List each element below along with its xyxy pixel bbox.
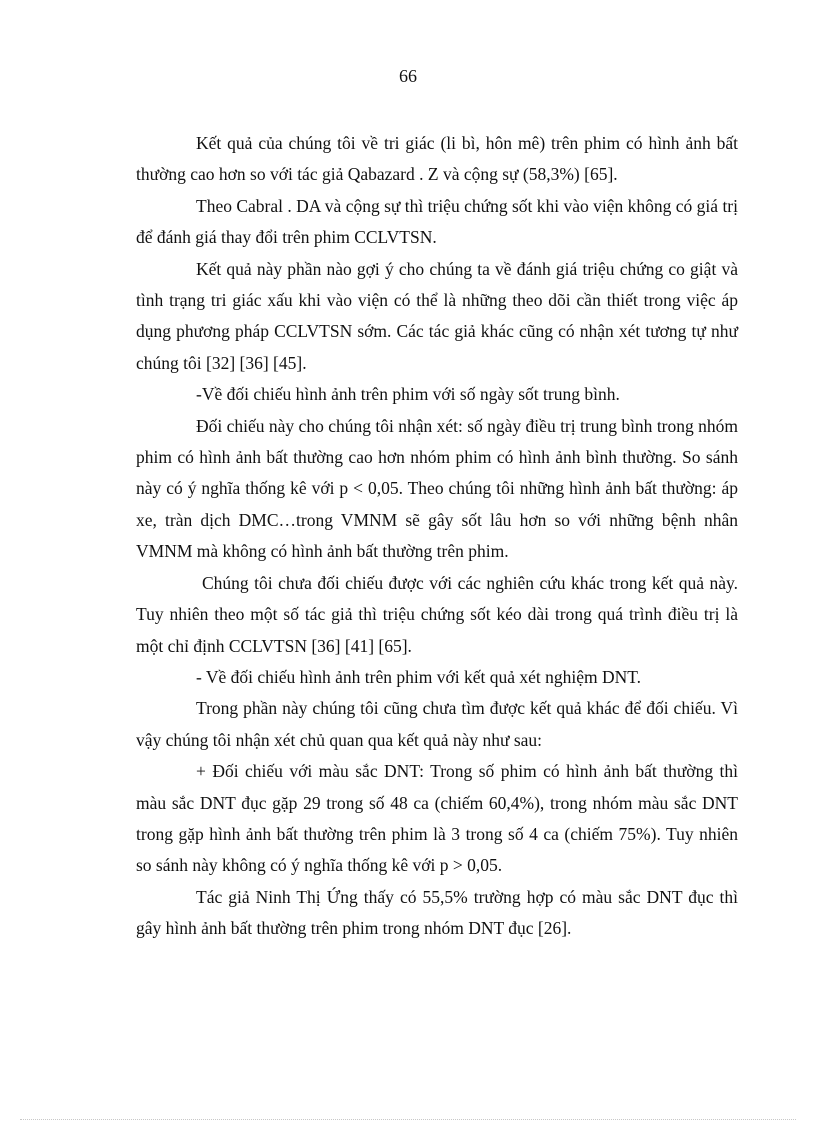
paragraph-treatment-days: Đối chiếu này cho chúng tôi nhận xét: số ngày điều trị trung bình trong nhóm phim có hình ảnh bất thường cao hơn nhóm phim có hình ảnh bình thường. So sánh này có ý nghĩa thống kê với p < 0,05. Theo chúng tôi những hình ảnh bất thường: áp xe, tràn dịch DMC…trong VMNM sẽ gây sốt lâu hơn so với những bệnh nhân VMNM mà không có hình ảnh bất thường trên phim. xyxy=(136,415,738,562)
paragraph-prolonged-fever: Chúng tôi chưa đối chiếu được với các nghiên cứu khác trong kết quả này. Tuy nhiên theo một số tác giả thì triệu chứng sốt kéo dài trong quá trình điều trị là một chỉ định CCLVTSN [36] [41] [65]. xyxy=(136,572,738,656)
paragraph-subjective-remarks: Trong phần này chúng tôi cũng chưa tìm được kết quả khác để đối chiếu. Vì vậy chúng tôi nhận xét chủ quan qua kết quả này như sau: xyxy=(136,698,738,750)
paragraph-fever-days-heading: -Về đối chiếu hình ảnh trên phim với số ngày sốt trung bình. xyxy=(196,384,620,405)
page-bottom-divider xyxy=(20,1119,796,1120)
paragraph-cabral-fever: Theo Cabral . DA và cộng sự thì triệu chứng sốt khi vào viện không có giá trị để đánh giá thay đổi trên phim CCLVTSN. xyxy=(136,195,738,248)
paragraph-seizure-suggestion: Kết quả này phần nào gợi ý cho chúng ta về đánh giá triệu chứng co giật và tình trạng tri giác xấu khi vào viện có thể là những theo dõi cần thiết trong việc áp dụng phương pháp CCLVTSN sớm. Các tác giả khác cũng có nhận xét tương tự như chúng tôi [32] [36] [45]. xyxy=(136,258,738,373)
page-number: 66 xyxy=(399,66,417,86)
paragraph-ninh-thi-ung: Tác giả Ninh Thị Ứng thấy có 55,5% trường hợp có màu sắc DNT đục thì gây hình ảnh bất thường trên phim trong nhóm DNT đục [26]. xyxy=(136,886,738,939)
paragraph-csf-color: + Đối chiếu với màu sắc DNT: Trong số phim có hình ảnh bất thường thì màu sắc DNT đục gặp 29 trong số 48 ca (chiếm 60,4%), trong nhóm màu sắc DNT trong gặp hình ảnh bất thường trên phim là 3 trong số 4 ca (chiếm 75%). Tuy nhiên so sánh này không có ý nghĩa thống kê với p > 0,05. xyxy=(136,761,738,876)
body-text xyxy=(136,128,738,945)
paragraph-consciousness-comparison: Kết quả của chúng tôi về tri giác (li bì, hôn mê) trên phim có hình ảnh bất thường cao hơn so với tác giả Qabazard . Z và cộng sự (58,3%) [65]. xyxy=(136,133,738,185)
paragraph-csf-heading: - Về đối chiếu hình ảnh trên phim với kết quả xét nghiệm DNT. xyxy=(196,666,642,687)
